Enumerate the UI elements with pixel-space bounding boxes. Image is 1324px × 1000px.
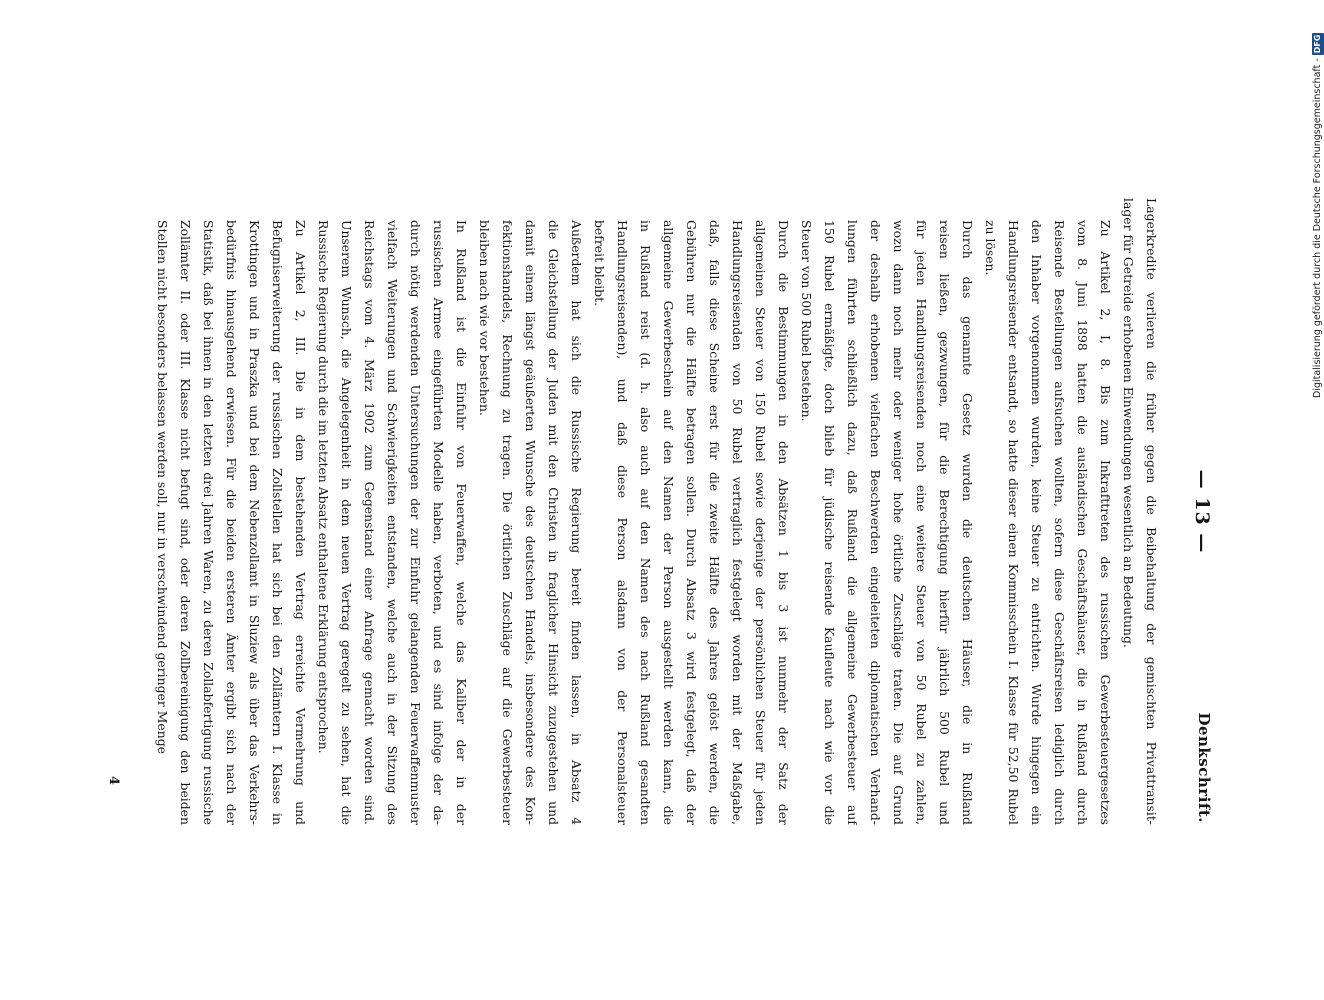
paragraph [979, 198, 1117, 825]
paragraph [312, 198, 473, 825]
text-line: Zollämter II. oder III. Klasse nicht befugt sind, oder deren Zollbereinigung den beiden [178, 220, 193, 825]
text-line: in Rußland reist (d. h. also auch auf den Namen des nach Rußland gesandten [638, 220, 653, 825]
page-header [1175, 198, 1225, 825]
text-line: wozu dann noch mehr oder weniger hohe örtliche Zuschläge traten. Die auf Grund [891, 220, 906, 825]
text-line: vom 8. Juni 1898 hatten die ausländischen Geschäftshäuser, die in Rußland durch [1075, 220, 1090, 825]
text-line: Krottingen und in Praszka und bei dem Nebenzollamt in Sluziew als über das Verkehrs- [247, 220, 262, 825]
text-line: durch nötig werdenden Untersuchungen der zur Einfuhr gelangenden Feuerwaffenmuster [408, 220, 423, 825]
text-line: bedürfnis hinausgehend erwiesen. Für die beiden ersteren Ämter ergibt sich nach der [224, 220, 239, 825]
text-line: vielfach Weiterungen und Schwierigkeiten entstanden, welche auch in der Sitzung des [385, 220, 400, 825]
paragraph [151, 198, 312, 825]
text-line: Steuer von 500 Rubel bestehen. [799, 220, 814, 422]
text-line: Unserem Wunsch, die Angelegenheit in dem neuen Vertrag geregelt zu sehen, hat die [339, 220, 354, 825]
text-line: Zu Artikel 2, III. Die in dem bestehenden Vertrag erreichte Vermehrung und [293, 220, 308, 825]
text-line: Gebühren nur die Hälfte betragen sollen. Durch Absatz 3 wird festgelegt, daß der [684, 220, 699, 825]
text-line: Handlungsreisenden), und daß diese Person alsdann von der Personalsteuer [615, 220, 630, 825]
text-line: Außerdem hat sich die Russische Regierung bereit finden lassen, in Absatz 4 [569, 220, 584, 825]
text-line: Zu Artikel 2, I, 8. Bis zum Inkrafttreten des russischen Gewerbesteuergesetzes [1098, 220, 1113, 825]
text-line: Durch die Bestimmungen in den Absätzen 1 bis 3 ist nunmehr der Satz der [776, 220, 791, 825]
text-line: befreit bleibt. [592, 220, 607, 307]
text-line: fektionshandels, Rechnung zu tragen. Die örtlichen Zuschläge auf die Gewerbesteuer [500, 220, 515, 825]
page-number: — 13 — [1191, 469, 1213, 554]
text-line: russischen Armee eingeführten Modelle haben, verboten, und es sind infolge der da- [431, 220, 446, 825]
text-line: allgemeine Gewerbeschein auf den Namen der Person ausgestellt werden kann, die [661, 220, 676, 825]
rotated-document-page [100, 198, 1225, 825]
text-line: Statistik, daß bei ihnen in den letzten drei Jahren Waren, zu deren Zollabfertigung russische [201, 220, 216, 825]
text-line: lungen führten schließlich dazu, daß Rußland die allgemeine Gewerbesteuer auf [845, 220, 860, 825]
credit-text: Digitalisierung gefördert durch die Deutsche Forschungsgemeinschaft - [1312, 58, 1323, 398]
paragraph [795, 198, 979, 825]
text-line: Handlungsreisender entsandt, so hatte dieser einen Kommisschein I. Klasse für 52,50 Rubel [1006, 220, 1021, 825]
dfg-logo: DFG [1313, 34, 1322, 54]
signature-mark: 4 [106, 775, 121, 785]
dfg-credit [1311, 8, 1324, 398]
text-line: Durch das genannte Gesetz wurden die deutschen Häuser, die in Rußland [960, 220, 975, 825]
text-line: daß, falls diese Scheine erst für die zweite Hälfte des Jahres gelöst werden, die [707, 220, 722, 825]
text-line: allgemeinen Steuer von 150 Rubel sowie derjenige der persönlichen Steuer für jeden [753, 220, 768, 825]
text-line: 150 Rubel ermäßigte, doch blieb für jüdische reisende Kaufleute nach wie vor die [822, 220, 837, 825]
paragraph [1117, 198, 1163, 825]
text-line: lager für Getreide erhobenen Einwendungen wesentlich an Bedeutung. [1121, 198, 1136, 648]
text-line: der deshalb erhobenen vielfachen Beschwerden eingeleiteten diplomatischen Verhand- [868, 220, 883, 825]
text-line: reisen ließen, gezwungen, für die Berechtigung hierfür jährlich 500 Rubel und [937, 220, 952, 825]
text-line: Russische Regierung durch die im letzten Absatz enthaltene Erklärung entsprochen. [316, 220, 331, 754]
text-line: Reichstags vom 4. März 1902 zum Gegenstand einer Anfrage gemacht worden sind. [362, 220, 377, 825]
running-title: Denkschrift. [1195, 712, 1213, 823]
paragraph [473, 198, 588, 825]
text-line: für jeden Handlungsreisenden noch eine weitere Steuer von 50 Rubel zu zahlen, [914, 220, 929, 825]
dfg-credit-strip [1311, 6, 1324, 406]
body-text [151, 198, 1163, 825]
paragraph [588, 198, 795, 825]
text-line: bleiben nach wie vor bestehen. [477, 220, 492, 416]
text-line: den Inhaber vorgenommen wurden, keine Steuer zu entrichten. Wurde hingegen ein [1029, 220, 1044, 825]
text-line: die Gleichstellung der Juden mit den Christen in fraglicher Hinsicht zuzugestehen und [546, 220, 561, 825]
text-line: Handlungsreisenden von 50 Rubel vertraglich festgelegt worden mit der Maßgabe, [730, 220, 745, 825]
text-line: damit einem längst geäußerten Wunsche des deutschen Handels, insbesondere des Kon- [523, 220, 538, 825]
text-line: zu lösen. [983, 220, 998, 276]
text-line: Stellen nicht besonders belassen werden soll, nur in verschwindend geringer Menge [155, 220, 170, 754]
text-line: Befugniserweiterung der russischen Zollstellen hat sich bei den Zollämtern I. Klasse in [270, 220, 285, 825]
text-line: In Rußland ist die Einfuhr von Feuerwaffen, welche das Kaliber der in der [454, 220, 469, 825]
text-line: Lagerkredite verlieren die früher gegen die Beibehaltung der gemischten Privattransit- [1144, 198, 1159, 825]
text-line: Reisende Bestellungen aufsuchen wollten, sofern diese Geschäftsreisen lediglich durch [1052, 220, 1067, 825]
